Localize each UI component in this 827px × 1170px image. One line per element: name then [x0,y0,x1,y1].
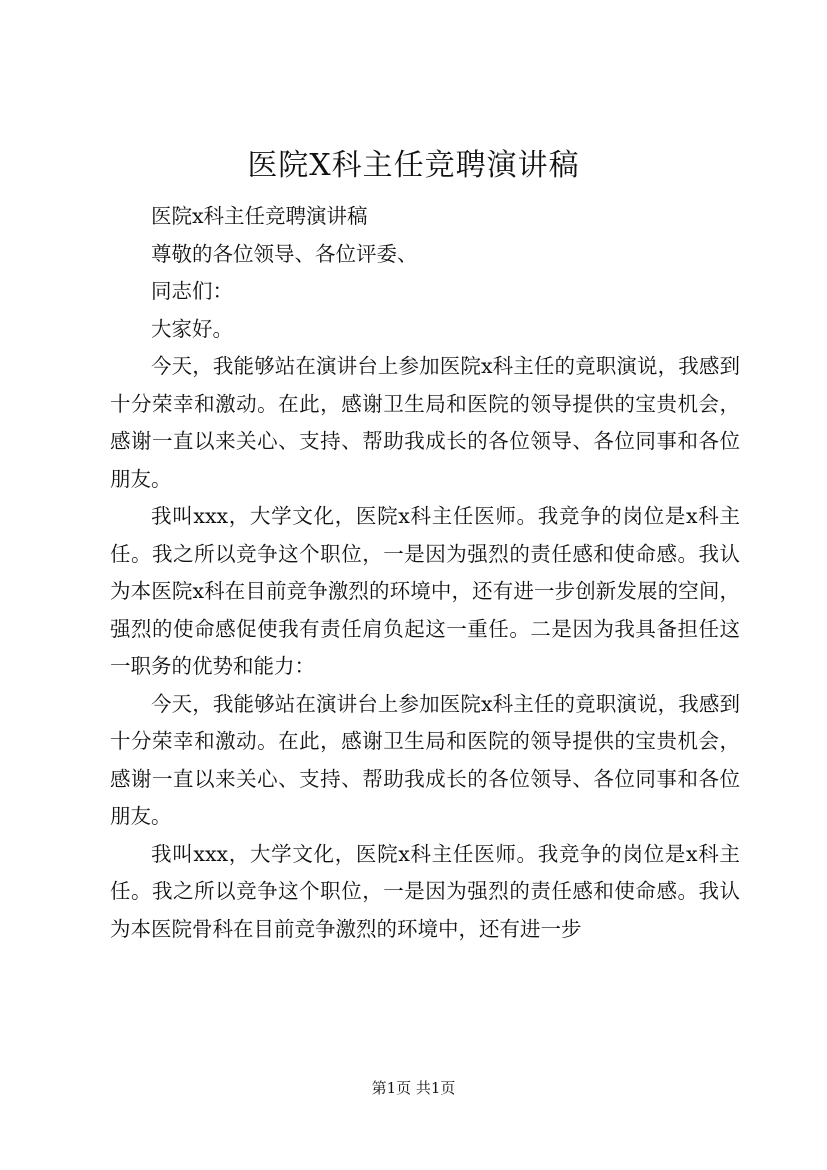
paragraph-intro: 今天，我能够站在演讲台上参加医院x科主任的竟职演说，我感到十分荣幸和激动。在此，感谢卫生局和医院的领导提供的宝贵机会，感谢一直以来关心、支持、帮助我成长的各位领导、各位同事和各位朋友。 [110,354,740,491]
paragraph-self-introduction: 我叫xxx，大学文化，医院x科主任医师。我竞争的岗位是x科主任。我之所以竞争这个职位，一是因为强烈的责任感和使命感。我认为本医院x科在目前竞争激烈的环境中，还有进一步创新发展的空间，强烈的使命感促使我有责任肩负起这一重任。二是因为我具备担任这一职务的优势和能力： [110,504,740,678]
paragraph-self-introduction-repeat: 我叫xxx，大学文化，医院x科主任医师。我竞争的岗位是x科主任。我之所以竞争这个职位，一是因为强烈的责任感和使命感。我认为本医院骨科在目前竞争激烈的环境中，还有进一步 [110,841,740,941]
paragraph-salutation-cont: 同志们： [151,279,233,303]
page-number-footer: 第1页 共1页 [371,1079,456,1097]
paragraph-greeting: 大家好。 [151,316,233,341]
paragraph-salutation: 尊敬的各位领导、各位评委、 [151,241,418,266]
paragraph-subtitle: 医院x科主任竞聘演讲稿 [151,204,368,228]
paragraph-intro-repeat: 今天，我能够站在演讲台上参加医院x科主任的竟职演说，我感到十分荣幸和激动。在此，感谢卫生局和医院的领导提供的宝贵机会，感谢一直以来关心、支持、帮助我成长的各位领导、各位同事和各位朋友。 [110,691,740,828]
document-title: 医院X科主任竞聘演讲稿 [247,148,580,183]
document-body [110,198,740,948]
